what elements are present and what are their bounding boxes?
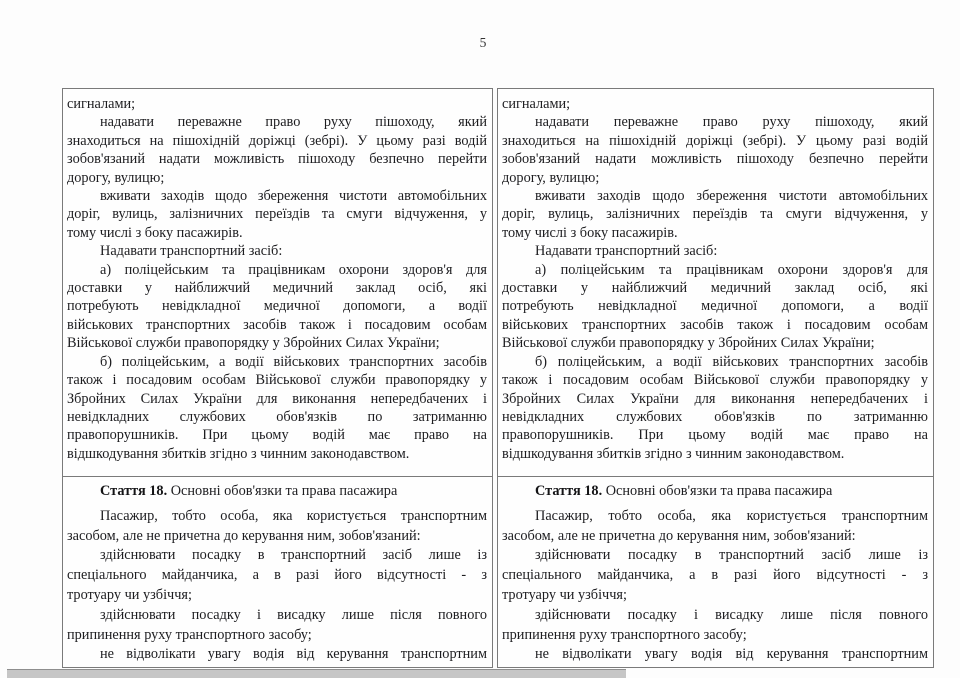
text-line: Стаття 18. Основні обов'язки та права пасажира xyxy=(100,483,398,499)
text-line: потребують невідкладної медичної допомоги, а водії xyxy=(67,298,487,315)
paragraph xyxy=(67,113,487,187)
paragraph xyxy=(67,546,487,605)
text-line: правопорушників. При цьому водій має право на xyxy=(502,427,928,444)
text-line: Надавати транспортний засіб: xyxy=(100,243,283,260)
text-line: здійснювати посадку в транспортний засіб лише із xyxy=(100,547,487,564)
paragraph xyxy=(502,242,928,260)
text-line: відшкодування збитків згідно з чинним законодавством. xyxy=(67,445,410,462)
text-line: здійснювати посадку і висадку лише після повного xyxy=(100,606,487,623)
text-line: засобом, але не причетна до керування ним, зобов'язаний: xyxy=(502,527,856,544)
text-line: доставки у найближчий медичний заклад осіб, які xyxy=(502,280,928,297)
text-line: доріг, вулиць, залізничних переїздів та смуги відчуження, у xyxy=(67,206,487,223)
text-line: Збройних Силах України для виконання непередбачених і xyxy=(502,390,928,407)
text-line: а) поліцейським та працівникам охорони здоров'я для xyxy=(535,261,928,278)
paragraph xyxy=(67,606,487,646)
document-column-right xyxy=(497,88,934,668)
text-line: також і посадовим особам Військової служби правопорядку у xyxy=(502,372,928,389)
section-driver-duties-continuation xyxy=(63,89,492,477)
text-line: військових транспортних засобів також і посадовим особам xyxy=(67,316,487,333)
article-heading xyxy=(502,482,928,502)
paragraph xyxy=(67,187,487,242)
paragraph xyxy=(502,645,928,665)
text-line: не відволікати увагу водія від керування транспортним xyxy=(535,646,928,663)
text-line: припинення руху транспортного засобу; xyxy=(67,626,312,643)
text-line: правопорушників. При цьому водій має право на xyxy=(67,427,487,444)
paragraph xyxy=(502,113,928,187)
text-line: надавати переважне право руху пішоходу, який xyxy=(100,114,487,131)
article-number-bold: Стаття 18. xyxy=(535,483,603,499)
text-line: надавати переважне право руху пішоходу, який xyxy=(535,114,928,131)
paragraph xyxy=(502,261,928,353)
document-column-left xyxy=(62,88,493,668)
text-line: дорогу, вулицю; xyxy=(502,169,600,186)
scan-artifact-bar xyxy=(7,669,626,678)
paragraph xyxy=(502,546,928,605)
text-line: б) поліцейським, а водії військових транспортних засобів xyxy=(100,353,487,370)
text-line: тому числі з боку пасажирів. xyxy=(502,224,678,241)
page-number: 5 xyxy=(479,35,487,50)
text-line: спеціального майданчика, а в разі його відсутності - з xyxy=(67,567,487,584)
text-line: тому числі з боку пасажирів. xyxy=(67,224,243,241)
text-line: здійснювати посадку в транспортний засіб лише із xyxy=(535,547,928,564)
text-line: невідкладних службових обов'язків по затриманню xyxy=(67,408,487,425)
text-line: Збройних Силах України для виконання непередбачених і xyxy=(67,390,487,407)
text-line: Стаття 18. Основні обов'язки та права пасажира xyxy=(535,483,833,499)
text-line: військових транспортних засобів також і посадовим особам xyxy=(502,316,928,333)
text-line: вживати заходів щодо збереження чистоти автомобільних xyxy=(100,188,487,205)
text-line: спеціального майданчика, а в разі його відсутності - з xyxy=(502,567,928,584)
text-line: також і посадовим особам Військової служби правопорядку у xyxy=(67,372,487,389)
section-driver-duties-continuation xyxy=(498,89,933,477)
paragraph xyxy=(502,187,928,242)
text-line: вживати заходів щодо збереження чистоти автомобільних xyxy=(535,188,928,205)
text-line: Пасажир, тобто особа, яка користується транспортним xyxy=(100,507,487,524)
text-line: невідкладних службових обов'язків по затриманню xyxy=(502,408,928,425)
text-line: не відволікати увагу водія від керування транспортним xyxy=(100,646,487,663)
text-line: сигналами; xyxy=(67,96,136,112)
text-line: зобов'язаний надати можливість пішоходу безпечно перейти xyxy=(502,151,928,168)
text-line: зобов'язаний надати можливість пішоходу безпечно перейти xyxy=(67,151,487,168)
paragraph xyxy=(67,242,487,260)
text-line: знаходиться на пішохідній доріжці (зебрі). У цьому разі водій xyxy=(67,132,487,149)
text-line: тротуару чи узбіччя; xyxy=(502,586,627,603)
paragraph xyxy=(502,95,928,113)
paragraph xyxy=(67,261,487,353)
paragraph xyxy=(67,507,487,547)
paragraph xyxy=(67,95,487,113)
paragraph xyxy=(502,507,928,547)
text-line: Військової служби правопорядку у Збройних Силах України; xyxy=(67,335,440,352)
text-line: Пасажир, тобто особа, яка користується транспортним xyxy=(535,507,928,524)
text-line: сигналами; xyxy=(502,96,571,112)
text-line: засобом, але не причетна до керування ним, зобов'язаний: xyxy=(67,527,421,544)
paragraph xyxy=(502,353,928,463)
text-line: здійснювати посадку і висадку лише після повного xyxy=(535,606,928,623)
text-line: потребують невідкладної медичної допомоги, а водії xyxy=(502,298,928,315)
text-line: б) поліцейським, а водії військових транспортних засобів xyxy=(535,353,928,370)
paragraph xyxy=(67,353,487,463)
text-line: Надавати транспортний засіб: xyxy=(535,243,718,260)
text-line: знаходиться на пішохідній доріжці (зебрі). У цьому разі водій xyxy=(502,132,928,149)
text-line: припинення руху транспортного засобу; xyxy=(502,626,747,643)
text-line: а) поліцейським та працівникам охорони здоров'я для xyxy=(100,261,487,278)
article-heading xyxy=(67,482,487,502)
text-line: відшкодування збитків згідно з чинним законодавством. xyxy=(502,445,845,462)
text-line: Військової служби правопорядку у Збройних Силах України; xyxy=(502,335,875,352)
paragraph xyxy=(502,606,928,646)
paragraph xyxy=(67,645,487,665)
section-article-18-passenger-duties xyxy=(63,477,492,665)
text-line: тротуару чи узбіччя; xyxy=(67,586,192,603)
text-line: доріг, вулиць, залізничних переїздів та смуги відчуження, у xyxy=(502,206,928,223)
section-article-18-passenger-duties xyxy=(498,477,933,665)
text-line: доставки у найближчий медичний заклад осіб, які xyxy=(67,280,487,297)
text-line: дорогу, вулицю; xyxy=(67,169,165,186)
article-number-bold: Стаття 18. xyxy=(100,483,168,499)
